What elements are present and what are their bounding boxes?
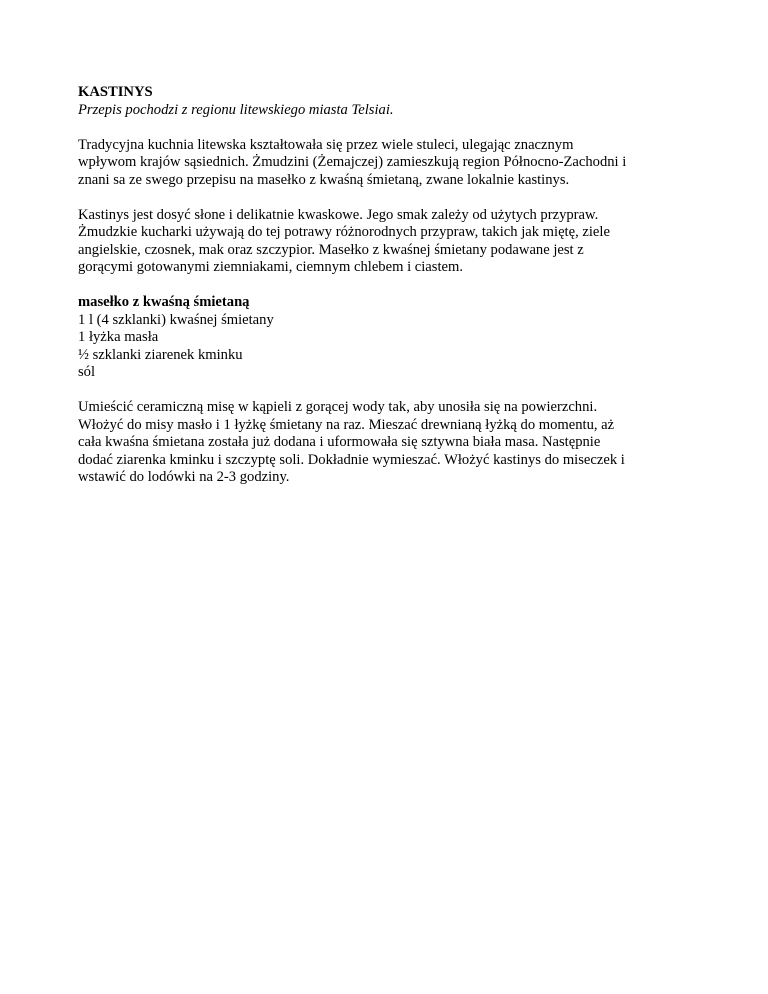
intro-paragraph — [78, 137, 698, 190]
instructions-line: Włożyć do misy masło i 1 łyżkę śmietany na raz. Mieszać drewnianą łyżką do momentu, aż — [78, 416, 615, 433]
description-line: angielskie, czosnek, mak oraz szczypior. Masełko z kwaśnej śmietany podawane jest z — [78, 241, 584, 258]
ingredients-list — [78, 312, 698, 382]
spacer — [78, 119, 698, 137]
instructions-line: Umieścić ceramiczną misę w kąpieli z gorącej wody tak, aby unosiła się na powierzchni. — [78, 399, 598, 415]
description-paragraph — [78, 207, 698, 277]
intro-line: wpływom krajów sąsiednich. Żmudzini (Żemajczej) zamieszkują region Północno-Zachodni i — [78, 154, 627, 170]
description-line: gorącymi gotowanymi ziemniakami, ciemnym chlebem i ciastem. — [78, 259, 463, 275]
ingredient-item: 1 l (4 szklanki) kwaśnej śmietany — [78, 311, 274, 328]
ingredient-item: 1 łyżka masła — [78, 329, 159, 345]
instructions-line: dodać ziarenka kminku i szczyptę soli. Dokładnie wymieszać. Włożyć kastinys do miseczek i — [78, 451, 625, 468]
intro-line: Tradycyjna kuchnia litewska kształtowała się przez wiele stuleci, ulegając znacznym — [78, 136, 574, 153]
instructions-line: cała kwaśna śmietana została już dodana i uformowała się sztywna biała masa. Następnie — [78, 434, 601, 450]
instructions-paragraph — [78, 399, 698, 487]
ingredients-heading: masełko z kwaśną śmietaną — [78, 294, 250, 310]
description-line: Kastinys jest dosyć słone i delikatnie kwaskowe. Jego smak zależy od użytych przypraw. — [78, 206, 599, 223]
document-page — [78, 84, 698, 487]
recipe-title: KASTINYS — [78, 84, 153, 100]
ingredient-item: sól — [78, 364, 96, 380]
ingredient-item: ½ szklanki ziarenek kminku — [78, 346, 243, 363]
intro-line: znani sa ze swego przepisu na masełko z kwaśną śmietaną, zwane lokalnie kastinys. — [78, 171, 570, 188]
spacer — [78, 382, 698, 400]
spacer — [78, 277, 698, 295]
spacer — [78, 189, 698, 207]
instructions-line: wstawić do lodówki na 2-3 godziny. — [78, 469, 290, 485]
description-line: Żmudzkie kucharki używają do tej potrawy różnorodnych przypraw, takich jak miętę, ziele — [78, 224, 610, 240]
recipe-subtitle: Przepis pochodzi z regionu litewskiego miasta Telsiai. — [78, 101, 394, 118]
